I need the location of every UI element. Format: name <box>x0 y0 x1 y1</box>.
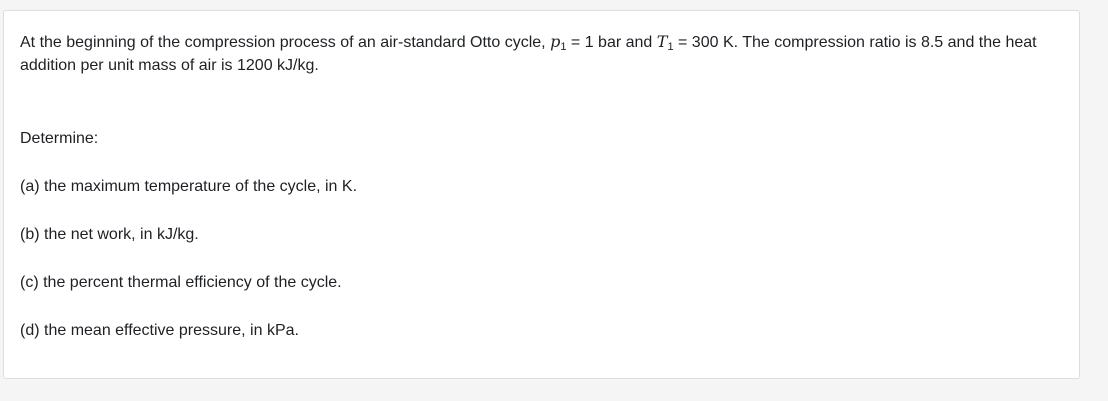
part-c: (c) the percent thermal efficiency of the cycle. <box>20 274 342 291</box>
intro-text: At the beginning of the compression process of an air-standard Otto cycle, <box>20 34 546 51</box>
pressure-variable: p <box>550 32 561 51</box>
temperature-variable: T <box>656 32 668 51</box>
intro-continuation: = 300 K. The compression ratio is 8.5 and the heat addition per unit mass of air is 1200 kJ/kg. <box>20 34 1037 74</box>
question-card <box>3 10 1080 379</box>
determine-label: Determine: <box>20 130 99 147</box>
problem-statement <box>20 30 1068 77</box>
temperature-subscript: 1 <box>667 41 674 53</box>
question-content <box>20 30 1068 367</box>
part-a: (a) the maximum temperature of the cycle, in K. <box>20 178 358 195</box>
part-d: (d) the mean effective pressure, in kPa. <box>20 322 299 339</box>
pressure-subscript: 1 <box>560 41 567 53</box>
part-b: (b) the net work, in kJ/kg. <box>20 226 199 243</box>
pressure-value: = 1 bar and <box>570 34 653 51</box>
